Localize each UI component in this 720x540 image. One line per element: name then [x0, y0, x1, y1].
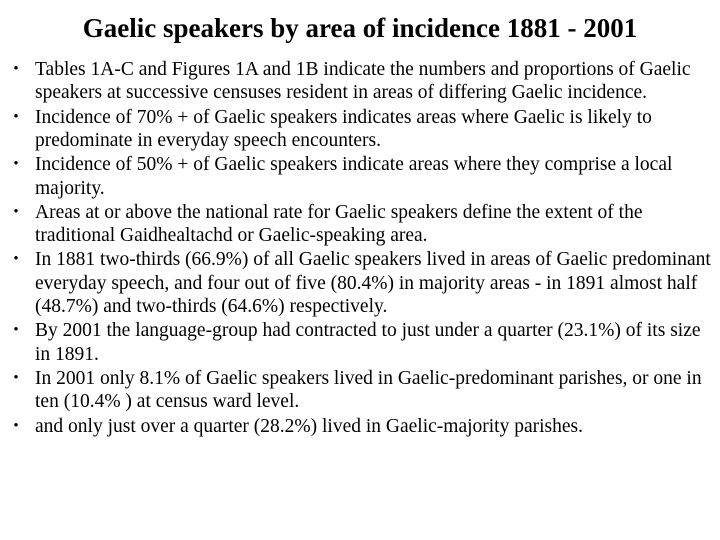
bullet-item-2 [9, 106, 714, 153]
bullet-item-6 [9, 319, 714, 366]
bullet-icon: • [13, 322, 19, 339]
bullet-text: By 2001 the language-group had contracted to just under a quarter (23.1%) of its size in 1891. [35, 320, 701, 365]
bullet-text: Incidence of 50% + of Gaelic speakers indicate areas where they comprise a local majority. [35, 154, 673, 199]
bullet-icon: • [13, 61, 19, 77]
bullet-icon: • [13, 156, 19, 173]
bullet-icon: • [13, 370, 19, 387]
bullet-item-3 [9, 153, 714, 200]
bullet-icon: • [13, 251, 19, 268]
bullet-icon: • [13, 203, 19, 220]
bullet-item-1 [9, 58, 714, 105]
bullet-list [9, 58, 714, 439]
bullet-item-8 [9, 415, 714, 438]
bullet-text: and only just over a quarter (28.2%) lived in Gaelic-majority parishes. [35, 415, 583, 437]
bullet-item-4 [9, 201, 714, 248]
bullet-item-5 [9, 248, 714, 318]
bullet-text: Tables 1A-C and Figures 1A and 1B indicate the numbers and proportions of Gaelic speakers at successive censuses resident in areas of differing Gaelic incidence. [35, 59, 691, 104]
bullet-icon: • [13, 108, 19, 125]
bullet-icon: • [13, 417, 19, 434]
bullet-text: In 2001 only 8.1% of Gaelic speakers lived in Gaelic-predominant parishes, or one in ten (10.4% ) at census ward level. [35, 368, 702, 413]
bullet-item-7 [9, 367, 714, 414]
slide-title: Gaelic speakers by area of incidence 1881 - 2001 [82, 13, 638, 43]
bullet-text: Incidence of 70% + of Gaelic speakers indicates areas where Gaelic is likely to predominate in everyday speech encounters. [35, 106, 652, 152]
bullet-text: In 1881 two-thirds (66.9%) of all Gaelic speakers lived in areas of Gaelic predominant everyday speech, and four out of five (80.4%) in majority areas - in 1891 almost half (48.7%) and two-thirds (64.6%) respectively. [35, 249, 711, 318]
bullet-text: Areas at or above the national rate for Gaelic speakers define the extent of the traditional Gaidhealtachd or Gaelic-speaking area. [35, 201, 643, 247]
